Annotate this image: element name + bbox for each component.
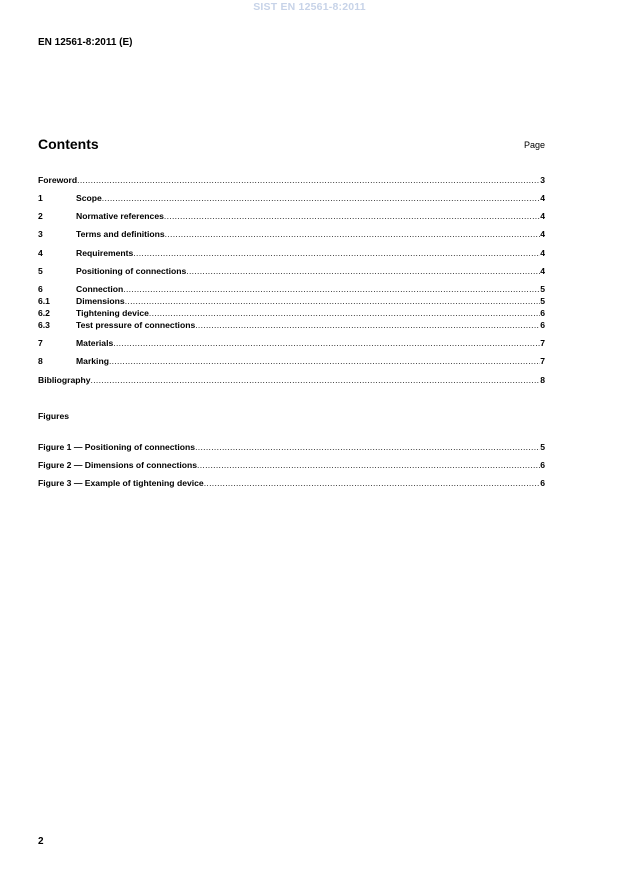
toc-entry-number: 3 xyxy=(38,229,43,239)
toc-entry-number: 5 xyxy=(38,266,43,276)
toc-entry-number: 1 xyxy=(38,193,43,203)
toc-entry-title: Positioning of connections xyxy=(76,266,187,276)
toc-entry-marking[interactable] xyxy=(38,356,545,367)
figure-entry-3[interactable] xyxy=(38,478,545,489)
toc-entry-title: Connection xyxy=(76,284,124,294)
toc-entry-positioning-of-connections[interactable] xyxy=(38,266,545,277)
figures-heading: Figures xyxy=(38,411,70,421)
toc-entry-title: Materials xyxy=(76,338,114,348)
toc-entry-title: Tightening device xyxy=(76,308,149,318)
toc-entry-dimensions[interactable] xyxy=(38,296,545,307)
toc-entry-page: 3 xyxy=(540,175,545,185)
toc-entry-title: Normative references xyxy=(76,211,164,221)
toc-entry-page: 4 xyxy=(540,229,545,239)
figure-entry-title: Figure 2 — Dimensions of connections xyxy=(38,460,198,470)
figure-entry-page: 6 xyxy=(540,478,545,488)
toc-entry-page: 8 xyxy=(540,375,545,385)
watermark: SIST EN 12561-8:2011 xyxy=(253,1,366,13)
figure-entry-page: 5 xyxy=(540,442,545,452)
toc-entry-foreword[interactable] xyxy=(38,175,545,186)
toc-entry-number: 6 xyxy=(38,284,43,294)
page-column-label: Page xyxy=(523,140,545,150)
toc-entry-page: 4 xyxy=(540,193,545,203)
toc-entry-test-pressure[interactable] xyxy=(38,320,545,331)
toc-entry-number: 6.1 xyxy=(38,296,50,306)
toc-entry-title: Marking xyxy=(76,356,109,366)
toc-entry-page: 5 xyxy=(540,284,545,294)
toc-entry-page: 4 xyxy=(540,211,545,221)
contents-title: Contents xyxy=(38,136,99,152)
toc-entry-normative-references[interactable] xyxy=(38,211,545,222)
toc-entry-terms-definitions[interactable] xyxy=(38,229,545,240)
toc-entry-title: Test pressure of connections xyxy=(76,320,196,330)
figure-entry-title: Figure 1 — Positioning of connections xyxy=(38,442,196,452)
toc-entry-requirements[interactable] xyxy=(38,248,545,259)
toc-entry-number: 2 xyxy=(38,211,43,221)
toc-entry-title: Dimensions xyxy=(76,296,125,306)
figure-entry-2[interactable] xyxy=(38,460,545,471)
toc-entry-page: 6 xyxy=(540,320,545,330)
toc-entry-page: 7 xyxy=(540,356,545,366)
figure-entry-title: Figure 3 — Example of tightening device xyxy=(38,478,204,488)
toc-entry-page: 5 xyxy=(540,296,545,306)
toc-entry-title: Foreword xyxy=(38,175,78,185)
toc-entry-page: 4 xyxy=(540,266,545,276)
page-number: 2 xyxy=(38,836,44,847)
document-id: EN 12561-8:2011 (E) xyxy=(38,37,133,48)
toc-entry-connection[interactable] xyxy=(38,284,545,295)
toc-entry-number: 6.3 xyxy=(38,320,50,330)
toc-entry-tightening-device[interactable] xyxy=(38,308,545,319)
toc-entry-number: 8 xyxy=(38,356,43,366)
toc-entry-page: 6 xyxy=(540,308,545,318)
toc-entry-title: Scope xyxy=(76,193,102,203)
toc-entry-title: Bibliography xyxy=(38,375,91,385)
toc-entry-number: 7 xyxy=(38,338,43,348)
toc-entry-number: 6.2 xyxy=(38,308,50,318)
figure-entry-page: 6 xyxy=(540,460,545,470)
toc-entry-page: 4 xyxy=(540,248,545,258)
toc-entry-scope[interactable] xyxy=(38,193,545,204)
toc-entry-materials[interactable] xyxy=(38,338,545,349)
toc-entry-page: 7 xyxy=(540,338,545,348)
toc-entry-bibliography[interactable] xyxy=(38,375,545,386)
toc-entry-title: Requirements xyxy=(76,248,134,258)
toc-entry-number: 4 xyxy=(38,248,43,258)
toc-entry-title: Terms and definitions xyxy=(76,229,165,239)
figure-entry-1[interactable] xyxy=(38,442,545,453)
